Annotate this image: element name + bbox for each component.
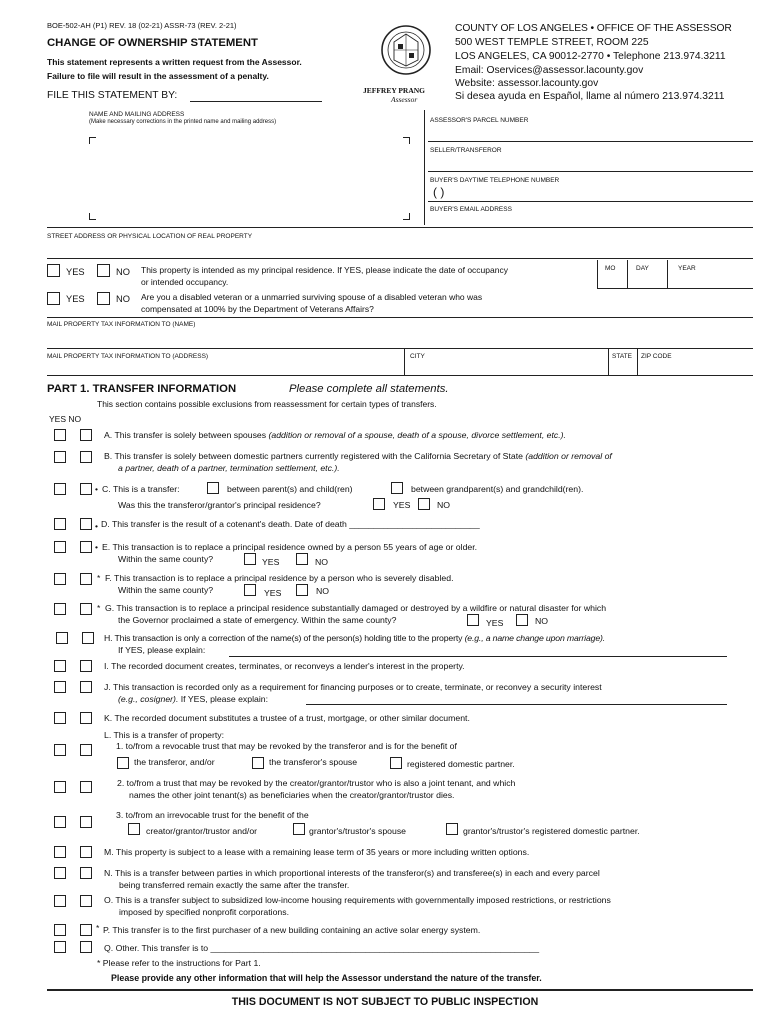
seal-title: Assessor (391, 95, 418, 104)
g-county-yes-label: YES (486, 618, 504, 628)
address-corner-bl (89, 213, 96, 220)
form-title: CHANGE OF OWNERSHIP STATEMENT (47, 37, 258, 49)
c-parent-checkbox[interactable] (207, 482, 219, 494)
seller-line[interactable] (428, 171, 753, 172)
veteran-no-checkbox[interactable] (97, 292, 110, 305)
county-seal (380, 20, 432, 82)
h-no-checkbox[interactable] (82, 632, 94, 644)
office-line-4: Email: Oservices@assessor.lacounty.gov (455, 65, 644, 76)
l3-text: 3. to/from an irrevocable trust for the benefit of the (116, 810, 309, 820)
l3-yes-checkbox[interactable] (54, 816, 66, 828)
e-text-2: Within the same county? (118, 554, 214, 564)
date-divider-2 (627, 260, 628, 288)
file-by-line[interactable] (190, 101, 322, 102)
j-text-italic: (e.g., cosigner). (118, 694, 179, 704)
c-no-checkbox[interactable] (80, 483, 92, 495)
residence-question-1: This property is intended as my principal residence. If YES, please indicate the date of occupancy (141, 265, 508, 275)
f-no-checkbox[interactable] (80, 573, 92, 585)
city-divider (404, 348, 405, 375)
state-label: STATE (612, 353, 632, 360)
h-text-italic: (e.g., a name change upon marriage). (464, 633, 606, 643)
state-divider (608, 348, 609, 375)
l1-partner-label: registered domestic partner. (407, 759, 515, 769)
d-yes-checkbox[interactable] (54, 518, 66, 530)
l3-spouse-checkbox[interactable] (293, 823, 305, 835)
g-star: * (97, 603, 101, 613)
j-text: J. This transaction is recorded only as a requirement for financing purposes or to create, terminate, or reconvey a security interest (104, 682, 602, 692)
office-line-6: Si desea ayuda en Español, llame al número 213.974.3211 (455, 91, 725, 102)
yes-no-header: YES NO (49, 414, 82, 424)
i-yes-checkbox[interactable] (54, 660, 66, 672)
c-residence-yes-checkbox[interactable] (373, 498, 385, 510)
address-corner-tr (403, 137, 410, 144)
footer-notice: THIS DOCUMENT IS NOT SUBJECT TO PUBLIC INSPECTION (231, 996, 539, 1008)
form-id: BOE-502-AH (P1) REV. 18 (02-21) ASSR-73 (REV. 2-21) (47, 21, 237, 30)
name-mailing-note: (Make necessary corrections in the printed name and mailing address) (89, 119, 277, 125)
row-h (104, 633, 724, 644)
o-yes-checkbox[interactable] (54, 895, 66, 907)
q-no-checkbox[interactable] (80, 941, 92, 953)
c-yes-checkbox[interactable] (54, 483, 66, 495)
day-label: DAY (636, 265, 649, 272)
seller-label: SELLER/TRANSFEROR (430, 147, 502, 154)
c-star: • (95, 484, 98, 494)
phone-parens[interactable]: ( ) (433, 185, 445, 199)
veteran-question-1: Are you a disabled veteran or a unmarried surviving spouse of a disabled veteran who was (141, 292, 483, 302)
veteran-yes-checkbox[interactable] (47, 292, 60, 305)
row-a (104, 430, 724, 441)
l1-spouse-label: the transferor's spouse (269, 757, 358, 767)
j-no-checkbox[interactable] (80, 681, 92, 693)
provide-info: Please provide any other information that will help the Assessor understand the nature of the transfer. (111, 973, 542, 983)
j-explain-line[interactable] (306, 704, 727, 705)
office-line-1: COUNTY OF LOS ANGELES • OFFICE OF THE ASSESSOR (455, 23, 732, 34)
f-county-yes-checkbox[interactable] (244, 584, 256, 596)
notice-line-2: Failure to file will result in the assessment of a penalty. (47, 71, 269, 81)
l1-spouse-checkbox[interactable] (252, 757, 264, 769)
street-bottom-line[interactable] (47, 258, 753, 259)
e-county-yes-label: YES (262, 557, 280, 567)
part1-footnote: * Please refer to the instructions for Part 1. (97, 958, 261, 968)
l-text: L. This is a transfer of property: (104, 730, 225, 740)
g-county-no-label: NO (535, 616, 549, 626)
c-grandparent-checkbox[interactable] (391, 482, 403, 494)
mail-name-top-line (47, 317, 753, 318)
residence-yes-label: YES (66, 267, 85, 277)
q-text[interactable]: Q. Other. This transfer is to ____________________________________________________________________ (104, 943, 540, 953)
street-top-line (47, 227, 753, 228)
m-yes-checkbox[interactable] (54, 846, 66, 858)
g-text-2: the Governor proclaimed a state of emergency. Within the same county? (118, 615, 397, 625)
l3-creator-label: creator/grantor/trustor and/or (146, 826, 258, 836)
e-yes-checkbox[interactable] (54, 541, 66, 553)
parcel-label: ASSESSOR'S PARCEL NUMBER (430, 117, 529, 124)
l3-partner-label: grantor's/trustor's registered domestic partner. (463, 826, 640, 836)
office-line-5: Website: assessor.lacounty.gov (455, 78, 599, 89)
l1-transferor-checkbox[interactable] (117, 757, 129, 769)
l2-yes-checkbox[interactable] (54, 781, 66, 793)
e-county-no-label: NO (315, 557, 329, 567)
veteran-no-label: NO (116, 294, 130, 304)
date-divider-3 (667, 260, 668, 288)
j-text-2: If YES, please explain: (178, 694, 269, 704)
b-text-2: a partner, death of a partner, termination settlement, etc.). (118, 463, 340, 473)
date-divider-1 (597, 260, 598, 288)
mail-name-label: MAIL PROPERTY TAX INFORMATION TO (NAME) (47, 321, 196, 328)
residence-no-label: NO (116, 267, 130, 277)
g-county-no-checkbox[interactable] (516, 614, 528, 626)
d-text: D. This transfer is the result of a cotenant's death. Date of death ___________________________ (101, 519, 480, 529)
part1-intro: This section contains possible exclusions from reassessment for certain types of transfers. (97, 399, 437, 409)
e-county-yes-checkbox[interactable] (244, 553, 256, 565)
b-no-checkbox[interactable] (80, 451, 92, 463)
b-text: B. This transfer is solely between domestic partners currently registered with the California Secretary of State (104, 451, 526, 461)
office-line-3: LOS ANGELES, CA 90012-2770 • Telephone 213.974.3211 (455, 51, 726, 62)
name-mailing-area[interactable] (95, 140, 400, 212)
b-text-italic: (addition or removal of (525, 451, 612, 461)
l2-text-2: names the other joint tenant(s) as beneficiaries when the creator/grantor/trustor dies. (129, 790, 455, 800)
o-no-checkbox[interactable] (80, 895, 92, 907)
part1-title: PART 1. TRANSFER INFORMATION (47, 383, 237, 395)
f-county-yes-label: YES (264, 588, 282, 598)
b-yes-checkbox[interactable] (54, 451, 66, 463)
f-county-no-label: NO (316, 586, 330, 596)
notice-line-1: This statement represents a written request from the Assessor. (47, 57, 302, 67)
l2-text: 2. to/from a trust that may be revoked by the creator/grantor/trustor who is also a joint tenant, and which (117, 778, 516, 788)
phone-line (428, 201, 753, 202)
a-yes-checkbox[interactable] (54, 429, 66, 441)
p-text: P. This transfer is to the first purchaser of a new building containing an active solar energy system. (103, 925, 481, 935)
h-text: H. This transaction is only a correction of the name(s) of the person(s) holding title to the property (104, 633, 465, 643)
n-text: N. This is a transfer between parties in which proportional interests of the transferor(s) and transferee(s) in each and every parcel (104, 868, 600, 878)
f-text-2: Within the same county? (118, 585, 214, 595)
l3-no-checkbox[interactable] (80, 816, 92, 828)
j-yes-checkbox[interactable] (54, 681, 66, 693)
g-yes-checkbox[interactable] (54, 603, 66, 615)
city-label: CITY (410, 353, 425, 360)
zip-label: ZIP CODE (641, 353, 672, 360)
d-star: • (95, 521, 98, 531)
c-text: C. This is a transfer: (102, 484, 180, 494)
office-line-2: 500 WEST TEMPLE STREET, ROOM 225 (455, 37, 649, 48)
residence-yes-checkbox[interactable] (47, 264, 60, 277)
h-yes-checkbox[interactable] (56, 632, 68, 644)
e-no-checkbox[interactable] (80, 541, 92, 553)
mail-name-bottom-line[interactable] (47, 348, 753, 349)
f-star: * (97, 573, 101, 583)
p-no-checkbox[interactable] (80, 924, 92, 936)
row-b (104, 451, 724, 462)
residence-no-checkbox[interactable] (97, 264, 110, 277)
g-county-yes-checkbox[interactable] (467, 614, 479, 626)
c-residence-yes-label: YES (393, 500, 411, 510)
l1-text: 1. to/from a revocable trust that may be revoked by the transferor and is for the benefit of (116, 741, 457, 751)
street-label: STREET ADDRESS OR PHYSICAL LOCATION OF REAL PROPERTY (47, 233, 253, 240)
mail-address-label: MAIL PROPERTY TAX INFORMATION TO (ADDRESS) (47, 353, 209, 360)
l3-creator-checkbox[interactable] (128, 823, 140, 835)
l1-no-checkbox[interactable] (80, 744, 92, 756)
file-by-label: FILE THIS STATEMENT BY: (47, 90, 178, 101)
q-yes-checkbox[interactable] (54, 941, 66, 953)
l3-partner-checkbox[interactable] (446, 823, 458, 835)
i-text: I. The recorded document creates, terminates, or reconveys a lender's interest in the property. (104, 661, 465, 671)
part1-subtitle: Please complete all statements. (289, 383, 449, 395)
l2-no-checkbox[interactable] (80, 781, 92, 793)
name-mailing-label: NAME AND MAILING ADDRESS (89, 111, 185, 118)
residence-question-2: or intended occupancy. (141, 277, 229, 287)
veteran-yes-label: YES (66, 294, 85, 304)
k-no-checkbox[interactable] (80, 712, 92, 724)
f-yes-checkbox[interactable] (54, 573, 66, 585)
zip-divider (637, 348, 638, 375)
m-no-checkbox[interactable] (80, 846, 92, 858)
e-text: E. This transaction is to replace a principal residence owned by a person 55 years of age or older. (102, 542, 478, 552)
g-text: G. This transaction is to replace a principal residence substantially damaged or destroyed by a wildfire or natural disaster for which (105, 603, 607, 613)
a-no-checkbox[interactable] (80, 429, 92, 441)
a-text: A. This transfer is solely between spouses (104, 430, 269, 440)
mo-label: MO (605, 265, 616, 272)
i-no-checkbox[interactable] (80, 660, 92, 672)
c-residence-no-checkbox[interactable] (418, 498, 430, 510)
e-county-no-checkbox[interactable] (296, 553, 308, 565)
a-text-italic: (addition or removal of a spouse, death of a spouse, divorce settlement, etc.). (268, 430, 566, 440)
c-parent-label: between parent(s) and child(ren) (227, 484, 353, 494)
g-no-checkbox[interactable] (80, 603, 92, 615)
p-yes-checkbox[interactable] (54, 924, 66, 936)
mail-address-bottom-line[interactable] (47, 375, 753, 376)
h-explain-line[interactable] (229, 656, 727, 657)
f-text: F. This transaction is to replace a principal residence by a person who is severely disabled. (105, 573, 454, 583)
date-bottom-line (597, 288, 753, 289)
h-text-2: If YES, please explain: (118, 645, 206, 655)
e-star: • (95, 542, 98, 552)
p-star: * (96, 923, 100, 933)
c-text-2: Was this the transferor/grantor's principal residence? (118, 500, 321, 510)
d-no-checkbox[interactable] (80, 518, 92, 530)
l1-yes-checkbox[interactable] (54, 744, 66, 756)
k-text: K. The recorded document substitutes a trustee of a trust, mortgage, or other similar document. (104, 713, 470, 723)
m-text: M. This property is subject to a lease with a remaining lease term of 35 years or more including written options. (104, 847, 530, 857)
footer-rule (47, 989, 753, 991)
l3-spouse-label: grantor's/trustor's spouse (309, 826, 406, 836)
year-label: YEAR (678, 265, 696, 272)
c-residence-no-label: NO (437, 500, 451, 510)
buyer-phone-label: BUYER'S DAYTIME TELEPHONE NUMBER (430, 177, 560, 184)
f-county-no-checkbox[interactable] (296, 584, 308, 596)
buyer-email-label: BUYER'S EMAIL ADDRESS (430, 206, 512, 213)
seal-name: JEFFREY PRANG (363, 86, 426, 95)
l1-transferor-label: the transferor, and/or (134, 757, 215, 767)
n-no-checkbox[interactable] (80, 867, 92, 879)
n-yes-checkbox[interactable] (54, 867, 66, 879)
n-text-2: being transferred remain exactly the same after the transfer. (119, 880, 350, 890)
l1-partner-checkbox[interactable] (390, 757, 402, 769)
parcel-line[interactable] (428, 141, 753, 142)
veteran-question-2: compensated at 100% by the Department of Veterans Affairs? (141, 304, 374, 314)
c-grandparent-label: between grandparent(s) and grandchild(ren). (411, 484, 584, 494)
address-divider (424, 110, 425, 225)
address-corner-br (403, 213, 410, 220)
k-yes-checkbox[interactable] (54, 712, 66, 724)
o-text-2: imposed by specified nonprofit corporations. (119, 907, 289, 917)
o-text: O. This is a transfer subject to subsidized low-income housing requirements with governmentally imposed restrictions, or restrictions (104, 895, 611, 905)
